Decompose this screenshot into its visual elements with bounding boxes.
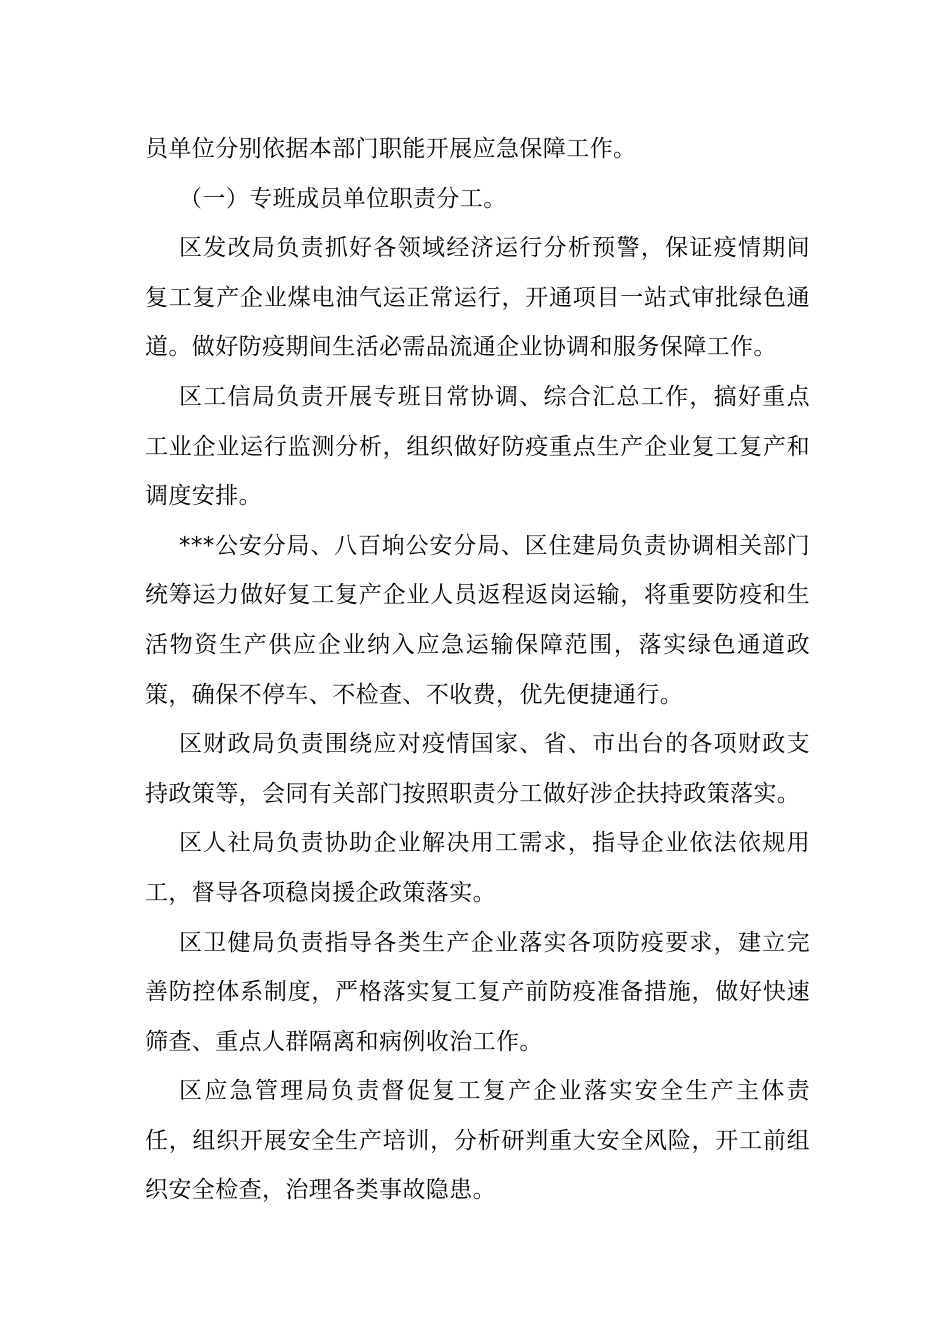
section-heading: （一）专班成员单位职责分工。 [179, 185, 507, 212]
paragraph-development-reform: 区发改局负责抓好各领域经济运行分析预警，保证疫情期间复工复产企业煤电油气运正常运行，开通项目一站式审批绿色通道。做好防疫期间生活必需品流通企业协调和服务保障工作。 [145, 235, 810, 361]
document-body [145, 125, 810, 1216]
paragraph-industry-information: 区工信局负责开展专班日常协调、综合汇总工作，搞好重点工业企业运行监测分析，组织做好防疫重点生产企业复工复产和调度安排。 [145, 383, 810, 510]
paragraph-emergency-management: 区应急管理局负责督促复工复产企业落实安全生产主体责任，组织开展安全生产培训，分析研判重大安全风险，开工前组织安全检查，治理各类事故隐患。 [145, 1078, 810, 1204]
paragraph-public-security: ***公安分局、八百垧公安分局、区住建局负责协调相关部门统筹运力做好复工复产企业人员返程返岗运输，将重要防疫和生活物资生产供应企业纳入应急运输保障范围，落实绿色通道政策，确保不停车、不检查、不收费，优先便捷通行。 [145, 532, 810, 708]
paragraph-finance: 区财政局负责围绕应对疫情国家、省、市出台的各项财政支持政策等，会同有关部门按照职责分工做好涉企扶持政策落实。 [145, 731, 810, 807]
paragraph-human-resources: 区人社局负责协助企业解决用工需求，指导企业依法依规用工，督导各项稳岗援企政策落实。 [145, 830, 810, 906]
paragraph-health: 区卫健局负责指导各类生产企业落实各项防疫要求，建立完善防控体系制度，严格落实复工复产前防疫准备措施，做好快速筛查、重点人群隔离和病例收治工作。 [145, 929, 810, 1055]
paragraph-continuation: 员单位分别依据本部门职能开展应急保障工作。 [145, 136, 637, 162]
